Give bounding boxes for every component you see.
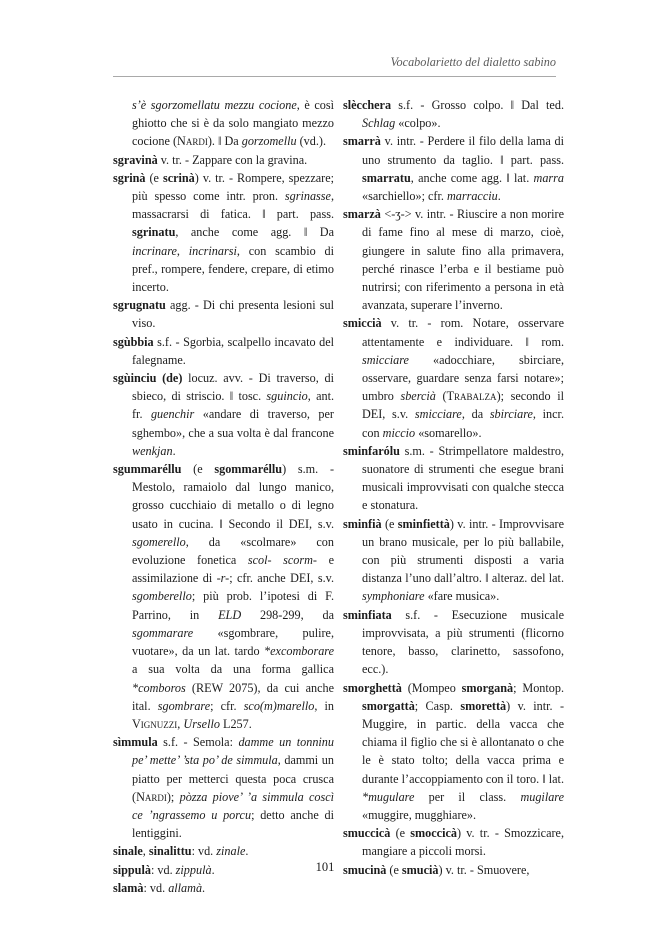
headword: sippulà — [113, 862, 151, 877]
headword: sgummaréllu — [113, 462, 182, 477]
entry-smucina: smucinà (e smucià) v. tr. - Smuovere, — [343, 862, 530, 877]
headword: smucinà — [343, 862, 387, 877]
entry-smarra: smarrà v. intr. - Perdere il filo della lama di uno strumento da taglio. ‖ part. pass. smarratu, anche come agg. ‖ lat. marra «sarchiello»; cfr. marracciu. — [343, 134, 564, 204]
entry-slama: slamà: vd. allamà. — [113, 880, 206, 895]
running-title: Vocabolarietto del dialetto sabino — [390, 55, 556, 69]
left-column — [113, 96, 334, 897]
headword: sgravinà — [113, 152, 158, 167]
headword: slamà — [113, 880, 144, 895]
entry-sminfiata: sminfiata s.f. - Esecuzione musicale improvvisata, a più strumenti (flicorno tenore, basso, clarinetto, sassofono, ecc.). — [343, 607, 564, 677]
headword: smorghettà — [343, 680, 402, 695]
entry-smorghetta: smorghettà (Mompeo smorganà; Montop. smorgattà; Casp. smorettà) v. intr. - Muggire, in partic. della vacca che chiama il figlio che si è allontanato o che le è stato tolto; della vacca prima e durante l’accoppiamento con il toro. ‖ lat. *mugulare per il class. mugilare «muggire, mugghiare». — [343, 680, 565, 822]
entry-sippula: sippulà: vd. zippulà. — [113, 862, 215, 877]
entry-sgubbia: sgùbbia s.f. - Sgorbia, scalpello incavato del falegname. — [113, 334, 334, 367]
headword: sgrugnatu — [113, 298, 166, 313]
entry-sinale: sinale, sinalittu: vd. zinale. — [113, 844, 249, 859]
entry-smarza: smarzà <-ʒ-> v. intr. - Riuscire a non morire di fame fino al mese di marzo, cioè, giungere in salute fino alla primavera, perché rinasce l’erba e il bestiame può nutrirsi; con riferimento a persona in età avanzata, superare l’inverno. — [343, 207, 564, 313]
entry-sgummarellu: sgummaréllu (e sgommaréllu) s.m. - Mestolo, ramaiolo dal lungo manico, grosso cucchiaio di metallo o di legno usato in cucina. ‖ Secondo il DEI, s.v. sgomerello, da «scolmare» con evoluzione fonetica scol- scorm- e assimilazione di -r-; cfr. anche DEI, s.v. sgomberello; più prob. l’ipotesi di F. Parrino, in ELD 298-299, da sgommarare «sgombrare, pulire, vuotare», da un lat. tardo *excomborare a sua volta da una forma gallica *comboros (REW 2075), da cui anche ital. sgombrare; cfr. sco(m)marello, in Vignuzzi, Ursello L257. — [113, 462, 335, 731]
entry-smuccica: smuccicà (e smoccicà) v. tr. - Smozzicare, mangiare a piccoli morsi. — [343, 826, 564, 859]
headword: sgùbbia — [113, 334, 154, 349]
headword: sminfià — [343, 516, 382, 531]
entry-sgravina: sgravinà v. tr. - Zappare con la gravina. — [113, 152, 308, 167]
headword: smuccicà — [343, 826, 391, 841]
headword: slècchera — [343, 98, 392, 112]
entry-sminfia: sminfià (e sminfiettà) v. intr. - Improvvisare un brano musicale, per lo più ballabile, con più strumenti disposti a varia distanza l’uno dall’altro. ‖ alteraz. del lat. symphoniare «fare musica». — [343, 516, 564, 604]
headword: sìmmula — [113, 735, 158, 750]
header-rule — [113, 76, 556, 77]
page-number: 101 — [315, 860, 335, 874]
right-column — [343, 96, 564, 879]
entry-continuation: s’è sgorzomellatu mezzu cocione, è così ghiotto che si è da solo mangiato mezzo cocione (Nardi). ‖ Da gorzomellu (vd.). — [132, 98, 334, 149]
headword: sminfiata — [343, 607, 392, 622]
headword: smarrà — [343, 134, 381, 149]
entry-sgrugnatu: sgrugnatu agg. - Di chi presenta lesioni sul viso. — [113, 298, 334, 331]
headword: sgùinciu (de) — [113, 371, 183, 386]
entry-slecchera: slècchera s.f. - Grosso colpo. ‖ Dal ted. Schlag «colpo». — [343, 98, 564, 131]
headword: sminfarólu — [343, 443, 400, 458]
entry-sminfarolu: sminfarólu s.m. - Strimpellatore maldestro, suonatore di strumenti che esegue brani musicali improvvisati con qualche stecca e stonatura. — [343, 443, 564, 513]
headword: sinale — [113, 844, 143, 859]
headword: sgrinà — [113, 170, 146, 185]
headword: smarzà — [343, 207, 381, 222]
entry-simmula: sìmmula s.f. - Semola: damme un tonninu pe’ mette’ ’sta po’ de simmula, dammi un piatto per metterci questa poca crusca (Nardi); pòzza piove’ ’a simmula coscì ce ’ngrassemo u porcu; detto anche di lentiggini. — [113, 735, 334, 841]
entry-smiccia: smiccià v. tr. - rom. Notare, osservare attentamente e individuare. ‖ rom. smicciare «adocchiare, sbirciare, osservare, guardare senza farsi notare»; umbro sbercià (Trabalza); secondo il DEI, s.v. smicciare, da sbirciare, incr. con miccio «somarello». — [343, 316, 564, 440]
entry-sguinciu: sgùinciu (de) locuz. avv. - Di traverso, di sbieco, di striscio. ‖ tosc. sguincio, ant. fr. guenchir «andare di traverso, per sghembo», che a sua volta è dal francone wenkjan. — [113, 371, 334, 458]
entry-sgrina: sgrinà (e scrinà) v. tr. - Rompere, spezzare; più spesso come intr. pron. sgrinasse, massacrarsi di fatica. ‖ part. pass. sgrinatu, anche come agg. ‖ Da incrinare, incrinarsi, con scambio di pref., rompere, fendere, crepare, di etimo incerto. — [113, 170, 335, 295]
headword: smiccià — [343, 316, 382, 331]
